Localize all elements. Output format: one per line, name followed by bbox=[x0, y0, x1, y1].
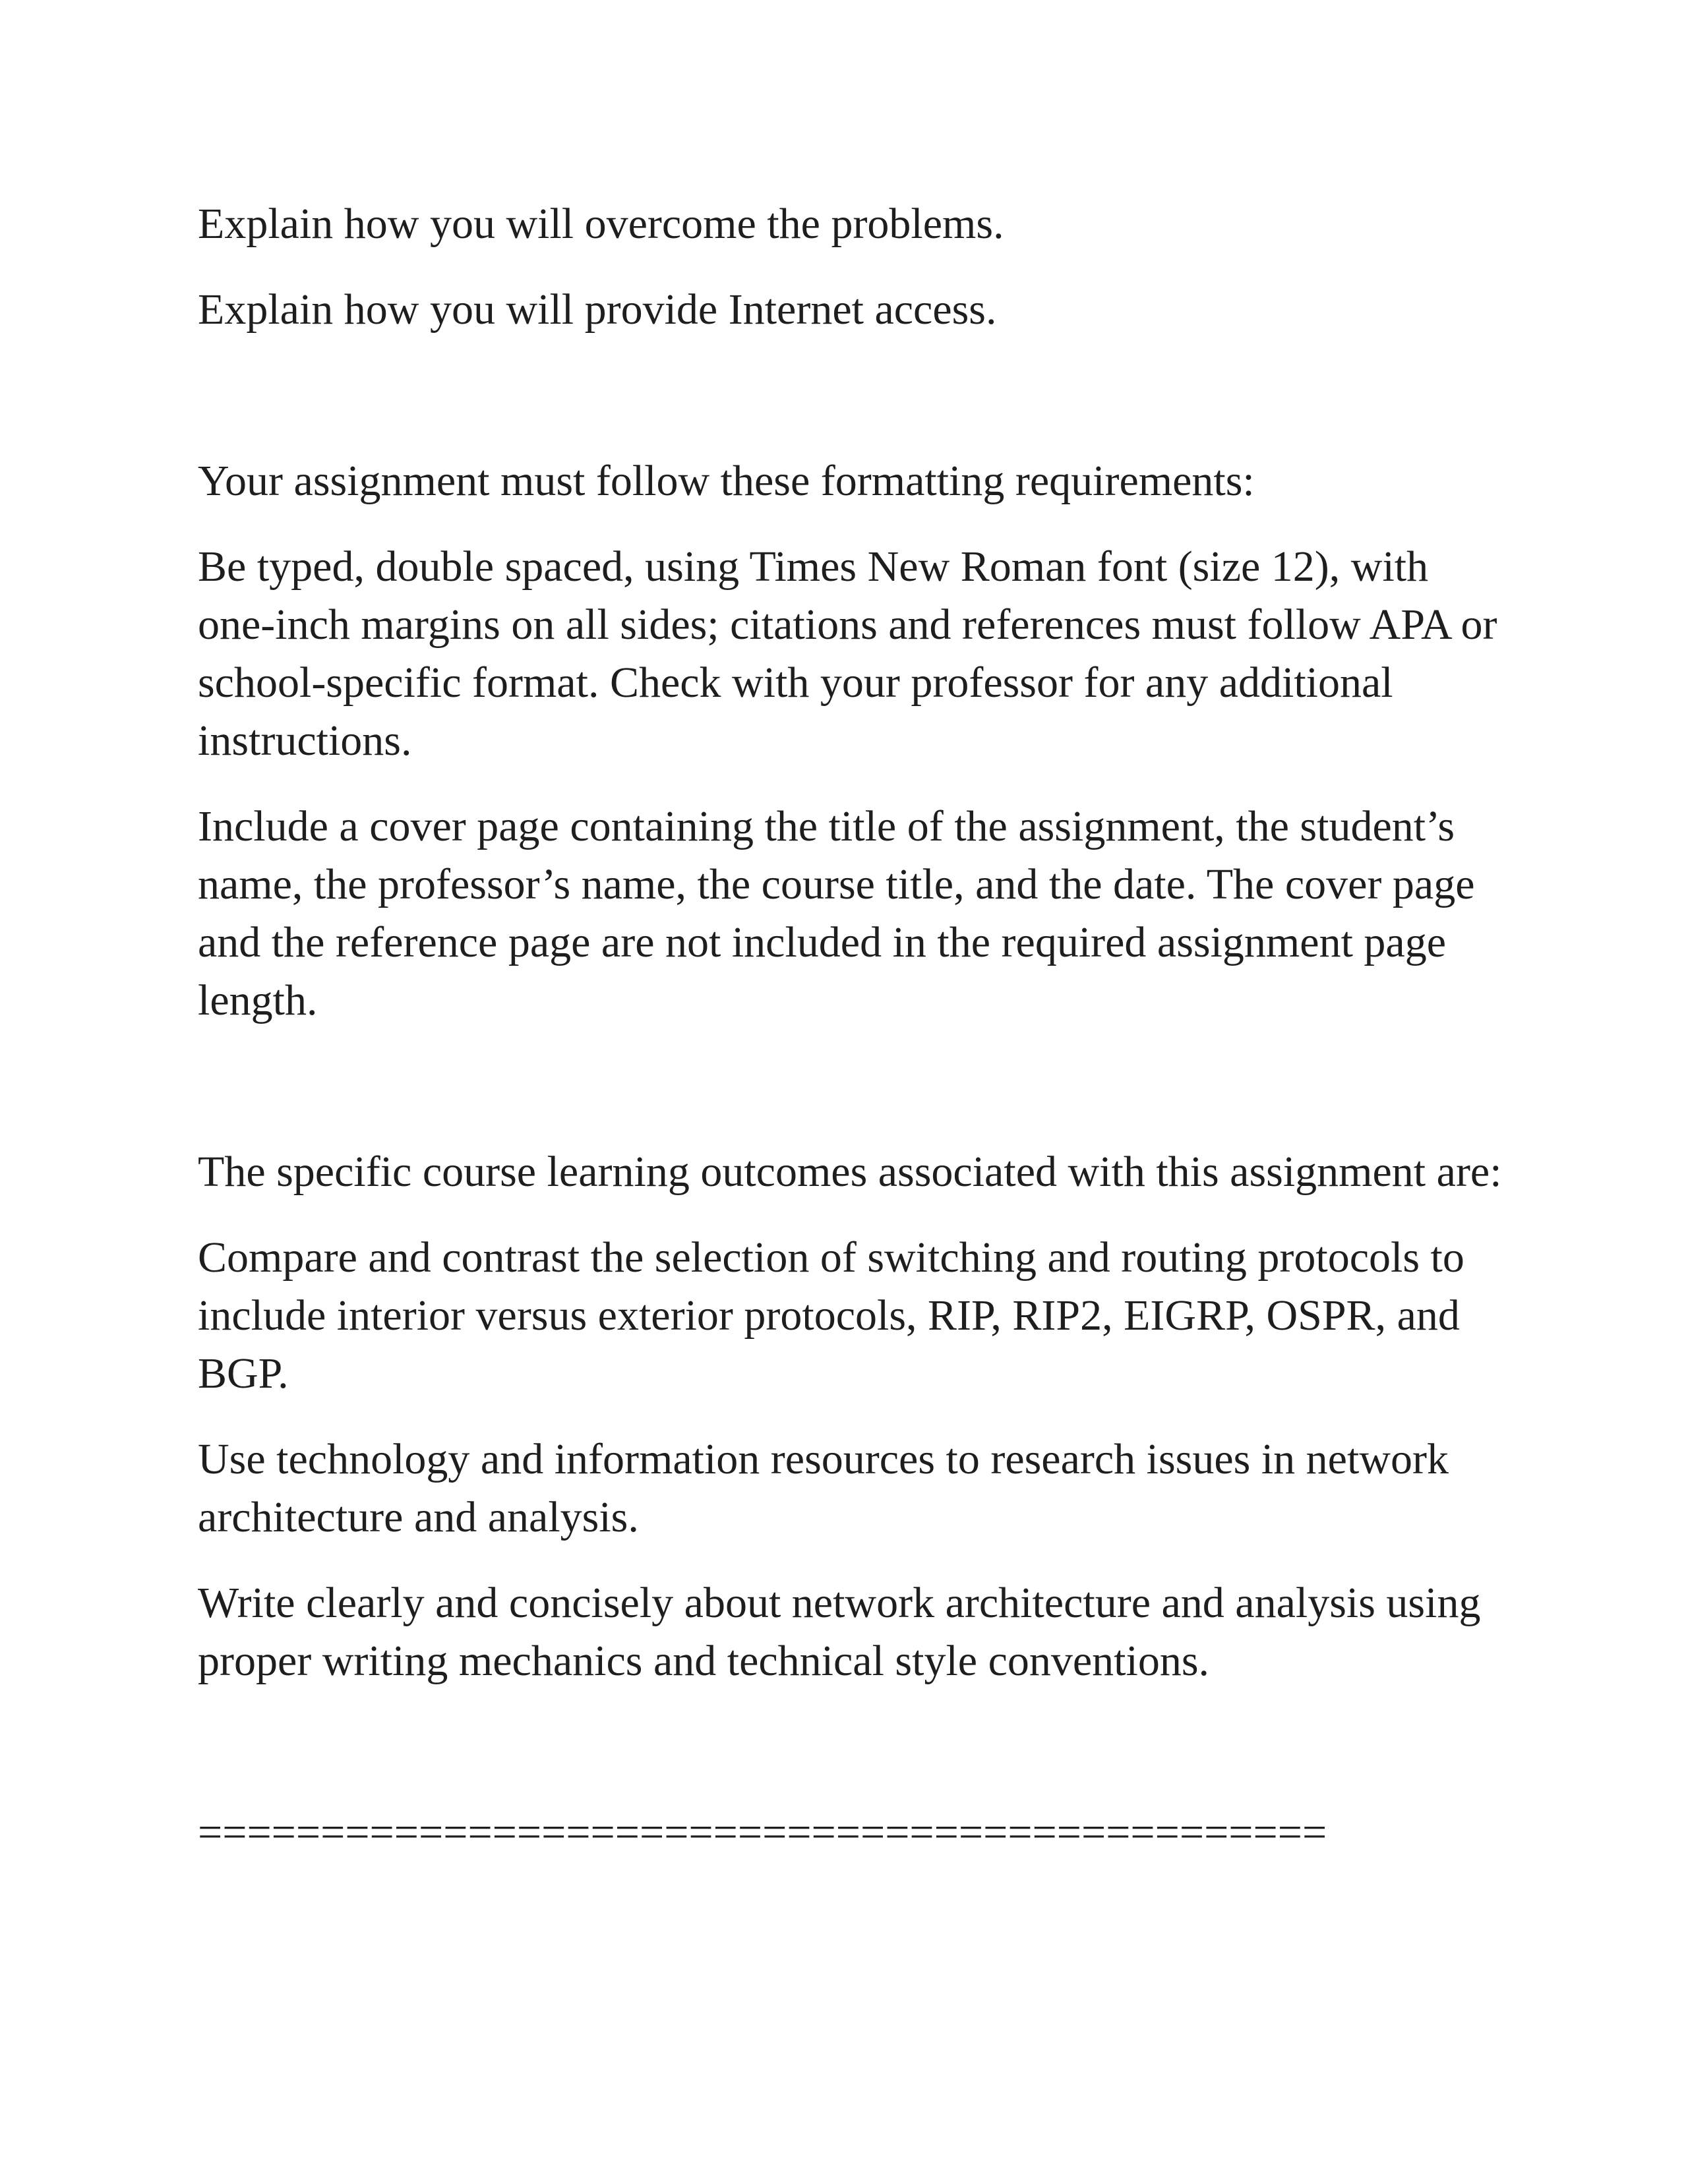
separator-line: ============================================== bbox=[198, 1808, 1327, 1856]
document-body bbox=[198, 195, 1503, 1862]
formatting-requirements-heading: Your assignment must follow these formatting requirements: bbox=[198, 457, 1255, 505]
learning-outcomes-heading: The specific course learning outcomes associated with this assignment are: bbox=[198, 1148, 1502, 1196]
formatting-requirement-cover-page: Include a cover page containing the title of the assignment, the student’s name, the professor’s name, the course title, and the date. The cover page and the reference page are not included in the required assignment page length. bbox=[198, 802, 1475, 1024]
instruction-overcome-problems: Explain how you will overcome the problems. bbox=[198, 200, 1004, 248]
learning-outcome-writing: Write clearly and concisely about network architecture and analysis using proper writing mechanics and technical style conventions. bbox=[198, 1579, 1481, 1685]
learning-outcome-research: Use technology and information resources to research issues in network architecture and analysis. bbox=[198, 1435, 1449, 1541]
instruction-internet-access: Explain how you will provide Internet access. bbox=[198, 285, 997, 334]
formatting-requirement-typing: Be typed, double spaced, using Times New Roman font (size 12), with one-inch margins on all sides; citations and references must follow APA or school-specific format. Check with your professor for any additional instructions. bbox=[198, 543, 1497, 765]
learning-outcome-protocols: Compare and contrast the selection of switching and routing protocols to include interior versus exterior protocols, RIP, RIP2, EIGRP, OSPR, and BGP. bbox=[198, 1233, 1464, 1398]
